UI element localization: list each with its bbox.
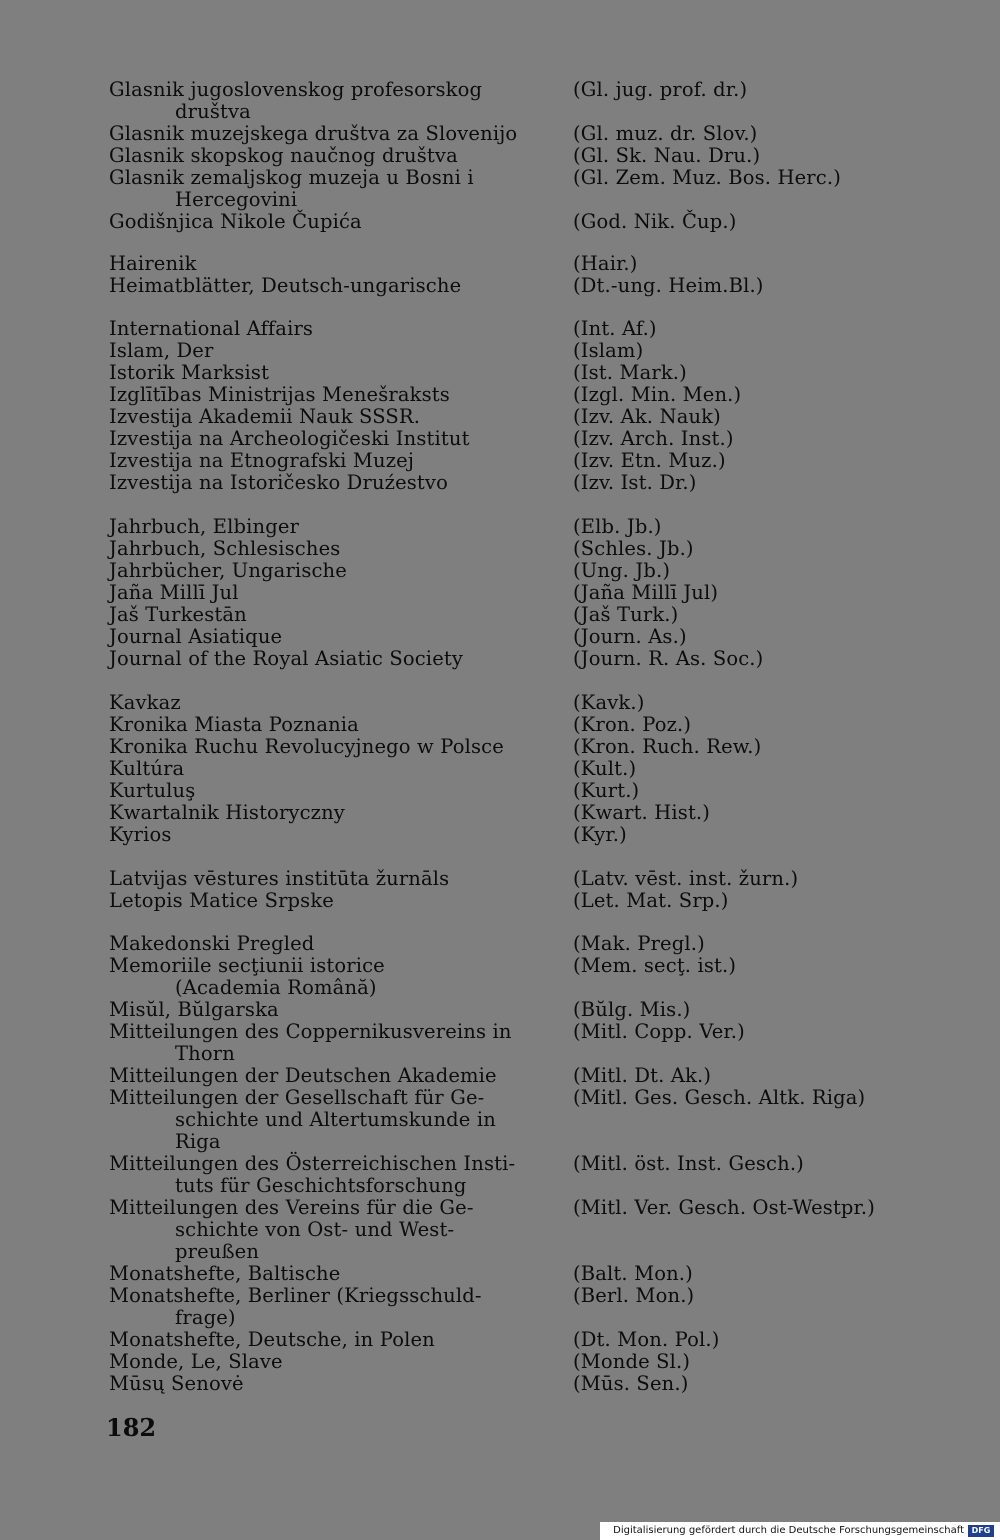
list-item bbox=[0, 1263, 1000, 1285]
periodical-title-continuation: društva bbox=[175, 100, 251, 123]
list-item bbox=[0, 450, 1000, 472]
list-item bbox=[0, 123, 1000, 145]
periodical-title: Jahrbücher, Ungarische bbox=[109, 559, 347, 582]
periodical-title: Mitteilungen des Österreichischen Insti- bbox=[109, 1152, 516, 1175]
list-item bbox=[0, 167, 1000, 189]
periodical-title: Mitteilungen des Coppernikusvereins in bbox=[109, 1020, 512, 1043]
periodical-abbreviation: (Gl. muz. dr. Slov.) bbox=[573, 122, 758, 145]
periodical-abbreviation: (Mitl. Copp. Ver.) bbox=[573, 1020, 745, 1043]
list-item bbox=[0, 516, 1000, 538]
list-item bbox=[0, 384, 1000, 406]
list-item bbox=[0, 890, 1000, 912]
list-item bbox=[0, 1285, 1000, 1307]
list-item bbox=[0, 340, 1000, 362]
page-number: 182 bbox=[106, 1413, 157, 1442]
periodical-abbreviation: (Journ. R. As. Soc.) bbox=[573, 647, 764, 670]
list-item bbox=[0, 560, 1000, 582]
periodical-title: Monatshefte, Baltische bbox=[109, 1262, 341, 1285]
periodical-title: International Affairs bbox=[109, 317, 314, 340]
periodical-title: Jaš Turkestān bbox=[109, 603, 247, 626]
periodical-title: Mitteilungen der Deutschen Akademie bbox=[109, 1064, 497, 1087]
footer-bar bbox=[600, 1522, 1000, 1540]
periodical-abbreviation: (Mūs. Sen.) bbox=[573, 1372, 689, 1395]
list-item bbox=[0, 933, 1000, 955]
periodical-title: Mitteilungen des Vereins für die Ge- bbox=[109, 1196, 474, 1219]
periodical-title: Journal of the Royal Asiatic Society bbox=[109, 647, 464, 670]
periodical-abbreviation: (Kavk.) bbox=[573, 691, 645, 714]
periodical-abbreviation: (Monde Sl.) bbox=[573, 1350, 691, 1373]
periodical-title-continuation: (Academia Română) bbox=[175, 976, 377, 999]
periodical-abbreviation: (Gl. Sk. Nau. Dru.) bbox=[573, 144, 761, 167]
list-item bbox=[0, 692, 1000, 714]
periodical-title: Misŭl, Bŭlgarska bbox=[109, 998, 279, 1021]
periodical-abbreviation: (Mitl. öst. Inst. Gesch.) bbox=[573, 1152, 804, 1175]
periodical-title: Kurtuluş bbox=[109, 779, 196, 802]
periodical-title: Izvestija Akademii Nauk SSSR. bbox=[109, 405, 421, 428]
list-item-continuation bbox=[0, 1109, 1000, 1131]
periodical-abbreviation: (Mem. secţ. ist.) bbox=[573, 954, 737, 977]
periodical-title: Memoriile secţiunii istorice bbox=[109, 954, 385, 977]
list-item bbox=[0, 1197, 1000, 1219]
periodical-title: Kwartalnik Historyczny bbox=[109, 801, 345, 824]
periodical-abbreviation: (Kron. Poz.) bbox=[573, 713, 692, 736]
periodical-abbreviation: (Ung. Jb.) bbox=[573, 559, 671, 582]
list-item bbox=[0, 999, 1000, 1021]
periodical-abbreviation: (Kurt.) bbox=[573, 779, 640, 802]
periodical-title: Mūsų Senovė bbox=[109, 1372, 244, 1395]
periodical-title: Jaña Millī Jul bbox=[109, 581, 239, 604]
dfg-logo: DFG bbox=[968, 1525, 994, 1537]
periodical-title: Glasnik skopskog naučnog društva bbox=[109, 144, 458, 167]
list-item-continuation bbox=[0, 1307, 1000, 1329]
periodical-title: Letopis Matice Srpske bbox=[109, 889, 334, 912]
periodical-abbreviation: (Mak. Pregl.) bbox=[573, 932, 705, 955]
list-item bbox=[0, 406, 1000, 428]
list-item bbox=[0, 1351, 1000, 1373]
periodical-abbreviation: (God. Nik. Čup.) bbox=[573, 210, 737, 233]
periodical-abbreviation: (Jaš Turk.) bbox=[573, 603, 679, 626]
list-item-continuation bbox=[0, 1175, 1000, 1197]
periodical-title: Monde, Le, Slave bbox=[109, 1350, 283, 1373]
list-item-continuation bbox=[0, 977, 1000, 999]
periodical-title: Glasnik zemaljskog muzeja u Bosni i bbox=[109, 166, 474, 189]
periodical-abbreviation: (Izv. Arch. Inst.) bbox=[573, 427, 734, 450]
periodical-title: Jahrbuch, Elbinger bbox=[109, 515, 300, 538]
periodical-title: Monatshefte, Deutsche, in Polen bbox=[109, 1328, 435, 1351]
periodical-title: Hairenik bbox=[109, 252, 197, 275]
periodical-title: Izglītības Ministrijas Menešraksts bbox=[109, 383, 450, 406]
periodical-title: Kyrios bbox=[109, 823, 172, 846]
periodical-title: Journal Asiatique bbox=[109, 625, 283, 648]
list-item bbox=[0, 362, 1000, 384]
periodical-title-continuation: schichte von Ost- und West- bbox=[175, 1218, 455, 1241]
periodical-title-continuation: frage) bbox=[175, 1306, 236, 1329]
list-item bbox=[0, 824, 1000, 846]
list-item bbox=[0, 604, 1000, 626]
periodical-abbreviation: (Schles. Jb.) bbox=[573, 537, 694, 560]
periodical-title: Kavkaz bbox=[109, 691, 181, 714]
periodical-title: Makedonski Pregled bbox=[109, 932, 315, 955]
periodical-title: Kultúra bbox=[109, 757, 185, 780]
periodical-abbreviation: (Gl. Zem. Muz. Bos. Herc.) bbox=[573, 166, 841, 189]
periodical-title-continuation: tuts für Geschichtsforschung bbox=[175, 1174, 467, 1197]
list-item bbox=[0, 758, 1000, 780]
periodical-title-continuation: Riga bbox=[175, 1130, 221, 1153]
list-item-continuation bbox=[0, 1219, 1000, 1241]
periodical-title: Izvestija na Istoričesko Druźestvo bbox=[109, 471, 448, 494]
periodical-title: Monatshefte, Berliner (Kriegsschuld- bbox=[109, 1284, 482, 1307]
periodical-abbreviation: (Elb. Jb.) bbox=[573, 515, 662, 538]
list-item bbox=[0, 79, 1000, 101]
periodical-abbreviation: (Dt. Mon. Pol.) bbox=[573, 1328, 720, 1351]
periodical-title: Kronika Miasta Poznania bbox=[109, 713, 359, 736]
periodical-title: Latvijas vēstures institūta žurnāls bbox=[109, 867, 450, 890]
periodical-abbreviation: (Hair.) bbox=[573, 252, 638, 275]
periodical-title: Kronika Ruchu Revolucyjnego w Polsce bbox=[109, 735, 504, 758]
periodical-abbreviation: (Izgl. Min. Men.) bbox=[573, 383, 742, 406]
footer-credit: Digitalisierung gefördert durch die Deutsche Forschungsgemeinschaft bbox=[613, 1525, 964, 1536]
periodical-abbreviation: (Mitl. Ver. Gesch. Ost-Westpr.) bbox=[573, 1196, 875, 1219]
list-item bbox=[0, 1329, 1000, 1351]
periodical-abbreviation: (Bŭlg. Mis.) bbox=[573, 998, 691, 1021]
list-item bbox=[0, 780, 1000, 802]
list-item bbox=[0, 868, 1000, 890]
periodical-abbreviation: (Int. Af.) bbox=[573, 317, 657, 340]
periodical-title: Heimatblätter, Deutsch-ungarische bbox=[109, 274, 462, 297]
periodical-title: Islam, Der bbox=[109, 339, 214, 362]
periodical-abbreviation: (Berl. Mon.) bbox=[573, 1284, 695, 1307]
periodical-title: Izvestija na Etnografski Muzej bbox=[109, 449, 415, 472]
periodical-title-continuation: preußen bbox=[175, 1240, 260, 1263]
periodical-abbreviation: (Izv. Ist. Dr.) bbox=[573, 471, 697, 494]
list-item bbox=[0, 318, 1000, 340]
list-item bbox=[0, 714, 1000, 736]
periodical-abbreviation: (Latv. vēst. inst. žurn.) bbox=[573, 867, 799, 890]
periodical-title-continuation: schichte und Altertumskunde in bbox=[175, 1108, 496, 1131]
list-item bbox=[0, 253, 1000, 275]
list-item bbox=[0, 428, 1000, 450]
periodical-title: Godišnjica Nikole Čupića bbox=[109, 210, 362, 233]
periodical-abbreviation: (Dt.-ung. Heim.Bl.) bbox=[573, 274, 764, 297]
periodical-abbreviation: (Mitl. Dt. Ak.) bbox=[573, 1064, 712, 1087]
periodical-abbreviation: (Gl. jug. prof. dr.) bbox=[573, 78, 748, 101]
periodical-abbreviation: (Izv. Ak. Nauk) bbox=[573, 405, 721, 428]
periodical-abbreviation: (Mitl. Ges. Gesch. Altk. Riga) bbox=[573, 1086, 866, 1109]
list-item bbox=[0, 802, 1000, 824]
periodical-title: Glasnik jugoslovenskog profesorskog bbox=[109, 78, 483, 101]
list-item bbox=[0, 1087, 1000, 1109]
periodical-abbreviation: (Kult.) bbox=[573, 757, 637, 780]
periodical-title: Mitteilungen der Gesellschaft für Ge- bbox=[109, 1086, 485, 1109]
list-item bbox=[0, 648, 1000, 670]
periodical-title: Izvestija na Archeologičeski Institut bbox=[109, 427, 470, 450]
periodical-abbreviation: (Journ. As.) bbox=[573, 625, 687, 648]
periodical-abbreviation: (Islam) bbox=[573, 339, 644, 362]
list-item bbox=[0, 472, 1000, 494]
periodical-title: Glasnik muzejskega društva za Slovenijo bbox=[109, 122, 518, 145]
periodical-title-continuation: Hercegovini bbox=[175, 188, 298, 211]
list-item bbox=[0, 1373, 1000, 1395]
list-item-continuation bbox=[0, 101, 1000, 123]
list-item bbox=[0, 145, 1000, 167]
list-item-continuation bbox=[0, 1131, 1000, 1153]
list-item-continuation bbox=[0, 189, 1000, 211]
list-item-continuation bbox=[0, 1241, 1000, 1263]
list-item bbox=[0, 582, 1000, 604]
list-item bbox=[0, 211, 1000, 233]
list-item-continuation bbox=[0, 1043, 1000, 1065]
periodical-abbreviation: (Izv. Etn. Muz.) bbox=[573, 449, 726, 472]
periodical-title: Jahrbuch, Schlesisches bbox=[109, 537, 341, 560]
periodical-abbreviation: (Balt. Mon.) bbox=[573, 1262, 693, 1285]
list-item bbox=[0, 1065, 1000, 1087]
list-item bbox=[0, 275, 1000, 297]
periodical-abbreviation: (Kwart. Hist.) bbox=[573, 801, 711, 824]
periodical-abbreviation: (Jaña Millī Jul) bbox=[573, 581, 719, 604]
periodical-abbreviation: (Kyr.) bbox=[573, 823, 627, 846]
list-item bbox=[0, 1021, 1000, 1043]
periodical-abbreviation: (Kron. Ruch. Rew.) bbox=[573, 735, 762, 758]
list-item bbox=[0, 538, 1000, 560]
periodical-abbreviation: (Ist. Mark.) bbox=[573, 361, 687, 384]
list-item bbox=[0, 1153, 1000, 1175]
list-item bbox=[0, 955, 1000, 977]
periodical-title-continuation: Thorn bbox=[175, 1042, 235, 1065]
periodical-abbreviation: (Let. Mat. Srp.) bbox=[573, 889, 729, 912]
periodical-title: Istorik Marksist bbox=[109, 361, 270, 384]
list-item bbox=[0, 626, 1000, 648]
list-item bbox=[0, 736, 1000, 758]
